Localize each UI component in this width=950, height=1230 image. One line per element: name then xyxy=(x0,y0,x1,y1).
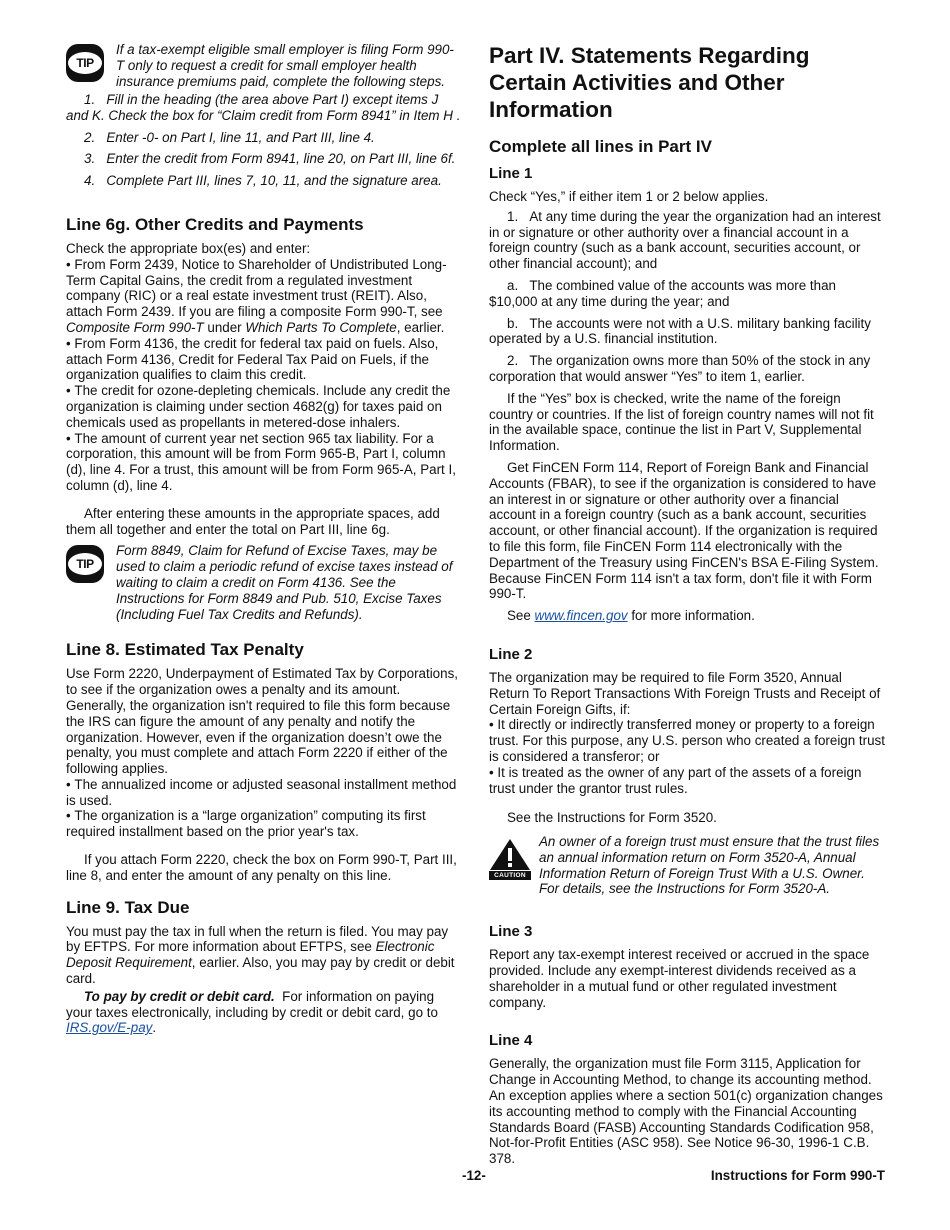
bullet-item: • It is treated as the owner of any part of the assets of a foreign trust under the grantor trust rules. xyxy=(489,765,885,797)
heading-line-3: Line 3 xyxy=(489,923,533,941)
list-item: 2. The organization owns more than 50% of the stock in any corporation that would answer “Yes” to item 1, earlier. xyxy=(489,353,871,384)
heading-line-2: Line 2 xyxy=(489,645,533,663)
step-item: 2. Enter -0- on Part I, line 11, and Part III, line 4. xyxy=(84,129,375,145)
right-column xyxy=(489,42,885,1167)
paragraph: Get FinCEN Form 114, Report of Foreign Bank and Financial Accounts (FBAR), to see if the organization is considered to have an interest in or signature or other authority over a financial account in a foreign country (such as a bank account, securities account, or other financial account). If the organization is required to file this form, file FinCEN Form 114 electronically with the Department of the Treasury using FinCEN's BSA E-Filing System. Because FinCEN Form 114 isn't a tax form, don't file it with Form 990-T. xyxy=(489,459,879,602)
paragraph: See www.fincen.gov for more information. xyxy=(507,608,755,624)
left-column xyxy=(66,42,462,1036)
paragraph: Check the appropriate box(es) and enter: xyxy=(66,240,311,256)
tip-icon: TIP xyxy=(66,545,104,583)
heading-line-9: Line 9. Tax Due xyxy=(66,897,190,917)
form-title-footer: Instructions for Form 990-T xyxy=(710,1168,885,1183)
bullet-item: • It directly or indirectly transferred money or property to a foreign trust. For this purpose, any U.S. person who created a foreign trust is considered a transferor; or xyxy=(489,717,885,764)
caution-icon: CAUTION xyxy=(489,838,531,880)
heading-line-8: Line 8. Estimated Tax Penalty xyxy=(66,640,304,660)
bullet-item: • From Form 2439, Notice to Shareholder of Undistributed Long-Term Capital Gains, the credit from a regulated investment company (RIC) or a real estate investment trust (REIT). Also, attach Form 2439. If you are filing a composite Form 990-T, see Composite Form 990-T under Which Parts To Complete, earlier. xyxy=(66,257,462,336)
paragraph: If you attach Form 2220, check the box on Form 990-T, Part III, line 8, and enter the amount of any penalty on this line. xyxy=(66,852,457,883)
tip-note-text: Form 8849, Claim for Refund of Excise Taxes, may be used to claim a periodic refund of excise taxes instead of waiting to claim a credit on Form 4136. See the Instructions for Form 8849 and Pub. 510, Excise Taxes (Including Fuel Tax Credits and Refunds). xyxy=(116,543,453,622)
paragraph: If the “Yes” box is checked, write the name of the foreign country or countries. If the list of foreign country names will not fit in the available space, continue the list in Part V, Supplemental Information. xyxy=(489,390,874,454)
bullet-item: • The credit for ozone-depleting chemicals. Include any credit the organization is claiming under section 4682(g) for taxes paid on chemicals used as propellants in metered-dose inhalers. xyxy=(66,383,462,430)
sub-heading: Complete all lines in Part IV xyxy=(489,137,712,156)
part-iv-heading: Part IV. Statements Regarding Certain Activities and Other Information xyxy=(489,43,810,122)
list-item: b. The accounts were not with a U.S. military banking facility operated by a U.S. financial institution. xyxy=(489,315,871,347)
tip-note-form-8849 xyxy=(66,543,462,622)
tip-note-text: If a tax-exempt eligible small employer is filing Form 990-T only to request a credit for small employer health insurance premiums paid, complete the following steps. xyxy=(116,42,454,89)
bullet-item: • The organization is a “large organization” computing its first required installment based on the prior year's tax. xyxy=(66,808,462,840)
irs-epay-link[interactable]: IRS.gov/E-pay xyxy=(66,1020,153,1036)
paragraph: Use Form 2220, Underpayment of Estimated Tax by Corporations, to see if the organization owes a penalty and its amount. Generally, the organization isn't required to file this form because the IRS can figure the amount of any penalty and notify the organization. However, even if the organization doesn’t owe the penalty, you must complete and attach Form 2220 if either of the following applies. xyxy=(66,666,458,777)
paragraph: Report any tax-exempt interest received or accrued in the space provided. Include any exempt-interest dividends received as a shareholder in a mutual fund or other regulated investment company. xyxy=(489,947,870,1010)
tip-icon: TIP xyxy=(66,44,104,82)
bullet-item: • The amount of current year net section 965 tax liability. For a corporation, this amount will be from Form 965-B, Part I, column (d), line 4. For a trust, this amount will be from Form 965-A, Part I, column (d), line 4. xyxy=(66,431,462,494)
caution-note-text: An owner of a foreign trust must ensure that the trust files an annual information return on Form 3520-A, Annual Information Return of Foreign Trust With a U.S. Owner. For details, see the Instructions for Form 3520-A. xyxy=(539,834,880,897)
paragraph: After entering these amounts in the appropriate spaces, add them all together and enter the total on Part III, line 6g. xyxy=(66,505,440,537)
step-item: 1. Fill in the heading (the area above Part I) except items J and K. Check the box for “Claim credit from Form 8941” in Item H . xyxy=(66,92,461,123)
step-item: 3. Enter the credit from Form 8941, line 20, on Part III, line 6f. xyxy=(84,151,456,167)
list-item: 1. At any time during the year the organization had an interest in or signature or other authority over a financial account in a foreign country (such as a bank account, securities account, or other financial account); and xyxy=(489,208,881,272)
heading-line-4: Line 4 xyxy=(489,1032,533,1050)
bullet-item: • From Form 4136, the credit for federal tax paid on fuels. Also, attach Form 4136, Credit for Federal Tax Paid on Fuels, if the organization qualifies to claim this credit. xyxy=(66,336,462,383)
step-item: 4. Complete Part III, lines 7, 10, 11, and the signature area. xyxy=(84,173,442,189)
heading-line-6g: Line 6g. Other Credits and Payments xyxy=(66,214,364,234)
bullet-item: • The annualized income or adjusted seasonal installment method is used. xyxy=(66,777,462,809)
tip-note-small-employer xyxy=(66,42,462,90)
paragraph: You must pay the tax in full when the return is filed. You may pay by EFTPS. For more information about EFTPS, see Electronic Deposit Requirement, earlier. Also, you may pay by credit or debit card. xyxy=(66,923,455,987)
page-number: -12- xyxy=(462,1168,486,1183)
fincen-link[interactable]: www.fincen.gov xyxy=(534,608,628,624)
paragraph: The organization may be required to file Form 3520, Annual Return To Report Transactions With Foreign Trusts and Receipt of Certain Foreign Gifts, if: xyxy=(489,669,881,717)
paragraph: Generally, the organization must file Form 3115, Application for Change in Accounting Method, to change its accounting method. An exception applies where a section 501(c) organization changes its accounting method to comply with the Financial Accounting Standards Board (FASB) Accounting Standards Codification 958, Not-for-Profit Entities (ASC 958). See Notice 96-30, 1996-1 C.B. 378. xyxy=(489,1056,883,1167)
caution-note-foreign-trust xyxy=(489,834,885,897)
paragraph: Check “Yes,” if either item 1 or 2 below applies. xyxy=(489,189,769,204)
heading-line-1: Line 1 xyxy=(489,165,533,182)
paragraph: See the Instructions for Form 3520. xyxy=(507,810,717,826)
list-item: a. The combined value of the accounts was more than $10,000 at any time during the year; and xyxy=(489,277,836,309)
paragraph: To pay by credit or debit card. For information on paying your taxes electronically, including by credit or debit card, go to IRS.gov/E-pay. xyxy=(66,988,438,1036)
